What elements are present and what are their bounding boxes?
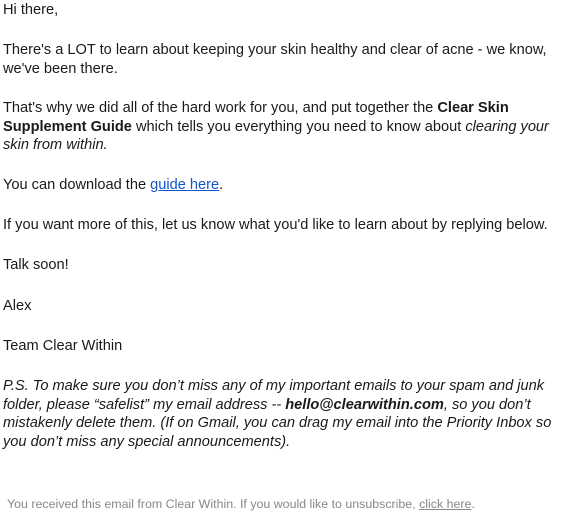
paragraph-intro: There's a LOT to learn about keeping your skin healthy and clear of acne - we know, we've been there. (3, 42, 547, 77)
paragraph-guide-italic: clearing your skin from within. (3, 118, 549, 153)
guide-link[interactable]: guide here (150, 177, 220, 193)
footer-text: You received this email from Clear Within. If you would like to unsubscribe, (7, 497, 420, 511)
download-pre: You can download the (3, 177, 151, 193)
contact-email: hello@clearwithin.com (285, 396, 444, 413)
sender-name: Alex (3, 298, 32, 314)
postscript (3, 377, 578, 451)
paragraph-guide (3, 99, 578, 155)
signoff: Talk soon! (3, 257, 69, 273)
paragraph-guide-pre: That's why we did all of the hard work for you, and put together the (3, 100, 438, 116)
download-post: . (219, 177, 224, 193)
guide-title: Clear Skin Supplement Guide (3, 100, 509, 135)
paragraph-reply: If you want more of this, let us know what you'd like to learn about by replying below. (3, 217, 548, 233)
greeting: Hi there, (3, 2, 59, 18)
unsubscribe-link[interactable]: click here (419, 497, 472, 511)
team-signature: Team Clear Within (3, 338, 123, 354)
postscript-post: , so you don’t mistakenly delete them. (If on Gmail, you can drag my email into the Priority Inbox so you don’t miss any special announcements). (3, 396, 552, 450)
paragraph-guide-mid: which tells you everything you need to know about (131, 118, 466, 135)
paragraph-download (3, 176, 578, 195)
postscript-pre: P.S. To make sure you don’t miss any of my important emails to your spam and junk folder, please “safelist” my email address -- (3, 378, 545, 413)
footer-post: . (471, 497, 475, 511)
footer-unsubscribe (7, 496, 475, 512)
